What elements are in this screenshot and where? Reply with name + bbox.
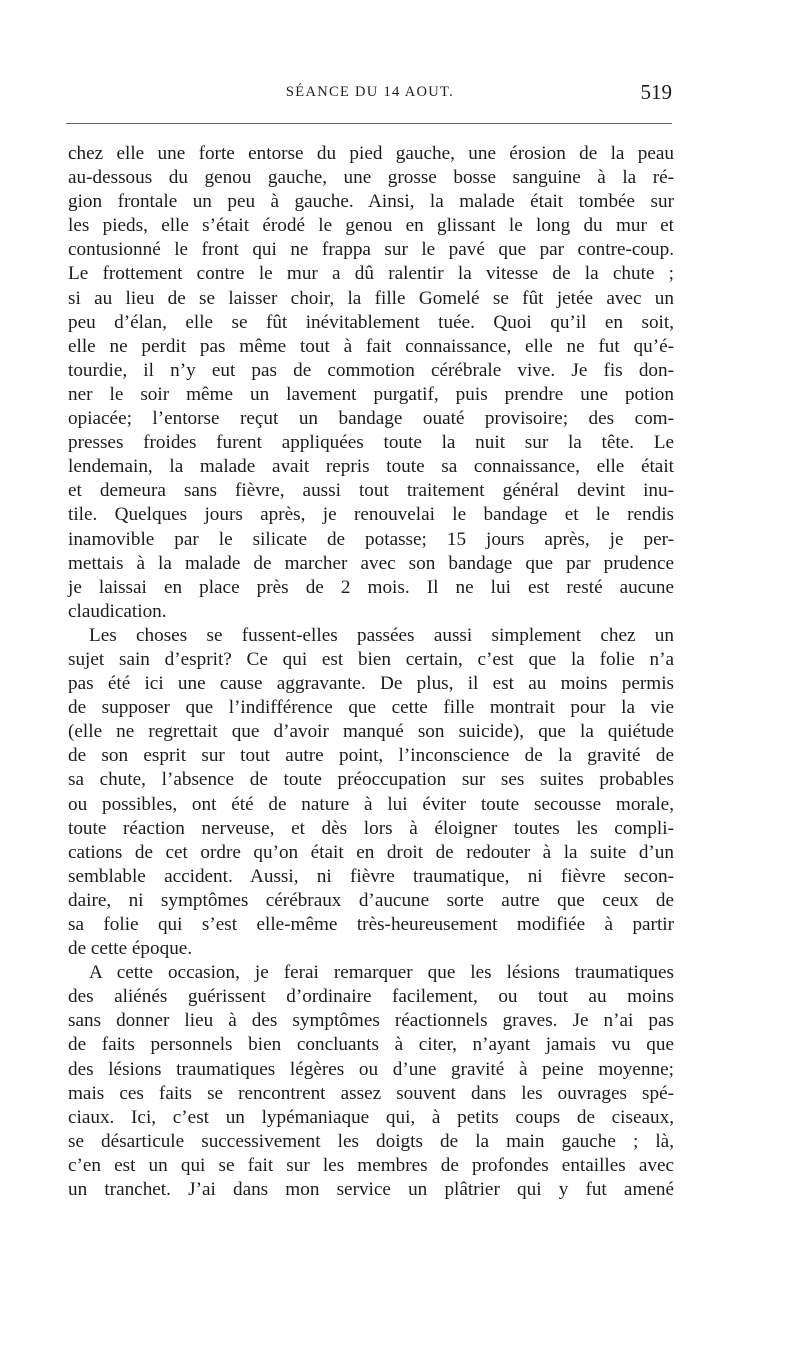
text-line: sujet sain d’esprit? Ce qui est bien certain, c’est que la folie n’a [68, 648, 674, 670]
text-line: semblable accident. Aussi, ni fièvre traumatique, ni fièvre secon- [68, 865, 674, 887]
text-line: ner le soir même un lavement purgatif, puis prendre une potion [68, 383, 674, 405]
text-line: cations de cet ordre qu’on était en droit de redouter à la suite d’un [68, 841, 674, 863]
text-line: gion frontale un peu à gauche. Ainsi, la malade était tombée sur [68, 191, 674, 213]
text-line: sa chute, l’absence de toute préoccupation sur ses suites probables [68, 769, 674, 791]
text-line: de supposer que l’indifférence que cette fille montrait pour la vie [68, 697, 674, 719]
text-line: Les choses se fussent-elles passées aussi simplement chez un [89, 624, 674, 646]
text-line: Le frottement contre le mur a dû ralentir la vitesse de la chute ; [68, 263, 674, 285]
text-line: je laissai en place près de 2 mois. Il ne lui est resté aucune [68, 576, 674, 598]
text-line: des lésions traumatiques légères ou d’une gravité à peine moyenne; [68, 1058, 674, 1080]
text-line: les pieds, elle s’était érodé le genou en glissant le long du mur et [68, 215, 674, 237]
text-line: et demeura sans fièvre, aussi tout traitement général devint inu- [68, 480, 674, 502]
text-line: tile. Quelques jours après, je renouvelai le bandage et le rendis [68, 504, 674, 526]
text-line: A cette occasion, je ferai remarquer que les lésions traumatiques [89, 962, 674, 984]
text-line: si au lieu de se laisser choir, la fille Gomelé se fût jetée avec un [68, 287, 674, 309]
text-line: claudication. [68, 600, 167, 622]
text-line: de faits personnels bien concluants à citer, n’ayant jamais vu que [68, 1034, 674, 1056]
text-line: sans donner lieu à des symptômes réactionnels graves. Je n’ai pas [68, 1010, 674, 1032]
text-line: sa folie qui s’est elle-même très-heureusement modifiée à partir [68, 914, 674, 935]
text-line: de son esprit sur tout autre point, l’inconscience de la gravité de [68, 745, 674, 767]
text-line: opiacée; l’entorse reçut un bandage ouaté provisoire; des com- [68, 408, 674, 430]
text-line: au-dessous du genou gauche, une grosse bosse sanguine à la ré- [68, 167, 674, 189]
text-line: un tranchet. J’ai dans mon service un plâtrier qui y fut amené [68, 1179, 674, 1201]
text-line: ou possibles, ont été de nature à lui éviter toute secousse morale, [68, 793, 674, 815]
running-head [68, 80, 672, 110]
text-line: c’en est un qui se fait sur les membres de profondes entailles avec [68, 1154, 674, 1176]
text-line: daire, ni symptômes cérébraux d’aucune sorte autre que ceux de [68, 889, 674, 911]
header-rule [66, 123, 672, 124]
text-line: tourdie, il n’y eut pas de commotion cérébrale vive. Je fis don- [68, 359, 674, 381]
text-line: pas été ici une cause aggravante. De plus, il est au moins permis [68, 673, 674, 695]
text-line: presses froides furent appliquées toute la nuit sur la tête. Le [68, 432, 674, 454]
text-line: peu d’élan, elle se fût inévitablement tuée. Quoi qu’il en soit, [68, 311, 674, 333]
text-line: se désarticule successivement les doigts de la main gauche ; là, [68, 1130, 674, 1152]
text-line: mais ces faits se rencontrent assez souvent dans les ouvrages spé- [68, 1082, 674, 1104]
text-line: (elle ne regrettait que d’avoir manqué son suicide), que la quiétude [68, 721, 674, 743]
text-line: ciaux. Ici, c’est un lypémaniaque qui, à petits coups de ciseaux, [68, 1106, 674, 1128]
body-text [68, 142, 674, 1202]
text-line: mettais à la malade de marcher avec son bandage que par prudence [68, 552, 674, 574]
paragraph [68, 961, 674, 1202]
text-line: toute réaction nerveuse, et dès lors à éloigner toutes les compli- [68, 817, 674, 839]
text-line: lendemain, la malade avait repris toute sa connaissance, elle était [68, 456, 674, 478]
text-line: elle ne perdit pas même tout à fait connaissance, elle ne fut qu’é- [68, 335, 674, 357]
paragraph [68, 624, 674, 961]
page-number: 519 [640, 80, 672, 104]
text-line: des aliénés guérissent d’ordinaire facilement, ou tout au moins [68, 986, 674, 1008]
text-line: inamovible par le silicate de potasse; 15 jours après, je per- [68, 528, 674, 550]
running-title: SÉANCE DU 14 AOUT. [285, 84, 455, 100]
text-line: contusionné le front qui ne frappa sur le pavé que par contre-coup. [68, 239, 674, 261]
text-line: de cette époque. [68, 938, 193, 960]
text-line: chez elle une forte entorse du pied gauche, une érosion de la peau [68, 143, 674, 164]
paragraph [68, 142, 674, 624]
